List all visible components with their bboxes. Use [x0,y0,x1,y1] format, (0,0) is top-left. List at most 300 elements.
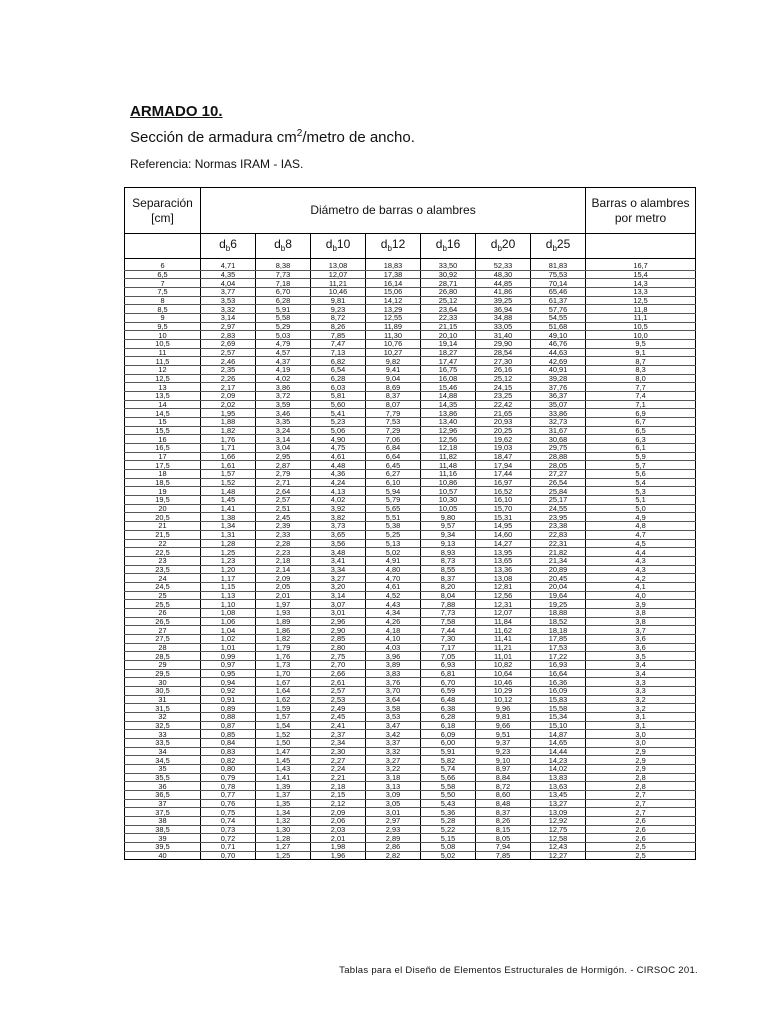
area-cell: 7,85 [311,331,366,340]
area-cell: 8,37 [366,392,421,401]
area-cell: 0,95 [201,669,256,678]
area-cell: 7,58 [421,617,476,626]
area-cell: 10,46 [476,678,531,687]
area-cell: 0,80 [201,764,256,773]
area-cell: 0,71 [201,843,256,852]
bars-per-meter-cell: 3,6 [586,634,696,643]
area-cell: 33,86 [531,409,586,418]
diameter-subscript: b [280,243,286,253]
area-cell: 5,91 [421,747,476,756]
table-row [125,617,696,626]
area-cell: 25,12 [476,374,531,383]
area-cell: 10,46 [311,288,366,297]
area-cell: 14,23 [531,756,586,765]
area-cell: 8,37 [421,574,476,583]
area-cell: 48,30 [476,270,531,279]
page-footer: Tablas para el Diseño de Elementos Estructurales de Hormigón. - CIRSOC 201. [339,965,698,976]
spacing-cell: 27 [125,626,201,635]
area-cell: 6,81 [421,669,476,678]
area-cell: 1,30 [256,825,311,834]
area-cell: 16,97 [476,478,531,487]
table-row [125,392,696,401]
header-blank-left [125,234,201,259]
bars-per-meter-cell: 4,3 [586,565,696,574]
diameter-header-row [125,234,696,259]
area-cell: 3,22 [366,764,421,773]
area-cell: 5,38 [366,522,421,531]
area-cell: 13,95 [476,548,531,557]
area-cell: 1,06 [201,617,256,626]
bars-per-meter-cell: 5,7 [586,461,696,470]
area-cell: 21,82 [531,548,586,557]
document-subtitle [130,128,415,146]
area-cell: 3,04 [256,444,311,453]
area-cell: 5,65 [366,504,421,513]
table-row [125,496,696,505]
bars-per-meter-cell: 6,3 [586,435,696,444]
area-cell: 1,25 [201,548,256,557]
area-cell: 8,73 [421,556,476,565]
table-row [125,409,696,418]
spacing-cell: 7,5 [125,288,201,297]
bars-per-meter-cell: 3,8 [586,617,696,626]
area-cell: 5,23 [311,418,366,427]
area-cell: 8,72 [476,782,531,791]
area-cell: 4,52 [366,591,421,600]
spacing-cell: 30,5 [125,686,201,695]
area-cell: 4,61 [366,582,421,591]
bars-per-meter-cell: 5,3 [586,487,696,496]
bars-per-meter-cell: 10,5 [586,322,696,331]
diameter-subscript: b [442,243,447,253]
area-cell: 5,58 [256,314,311,323]
bars-per-meter-cell: 3,0 [586,730,696,739]
area-cell: 11,84 [476,617,531,626]
area-cell: 0,75 [201,808,256,817]
area-cell: 6,70 [421,678,476,687]
area-cell: 36,37 [531,392,586,401]
area-cell: 1,73 [256,660,311,669]
area-cell: 2,26 [201,374,256,383]
area-cell: 5,66 [421,773,476,782]
spacing-cell: 21,5 [125,530,201,539]
area-cell: 0,77 [201,790,256,799]
header-blank-right [586,234,696,259]
bars-per-meter-cell: 3,2 [586,695,696,704]
area-cell: 13,40 [421,418,476,427]
bars-per-meter-cell: 3,6 [586,643,696,652]
area-cell: 17,85 [531,634,586,643]
area-cell: 6,28 [311,374,366,383]
area-cell: 3,96 [366,652,421,661]
spacing-cell: 34 [125,747,201,756]
area-cell: 12,43 [531,843,586,852]
spacing-cell: 22,5 [125,548,201,557]
table-row [125,279,696,288]
area-cell: 1,97 [256,600,311,609]
bars-per-meter-cell: 3,9 [586,600,696,609]
spacing-cell: 34,5 [125,756,201,765]
area-cell: 15,06 [366,288,421,297]
diameter-prefix: d [380,236,388,251]
area-cell: 8,04 [421,591,476,600]
area-cell: 1,34 [201,522,256,531]
table-row [125,478,696,487]
area-cell: 2,53 [311,695,366,704]
area-cell: 1,62 [256,695,311,704]
spacing-cell: 32,5 [125,721,201,730]
area-cell: 1,86 [256,626,311,635]
table-row [125,626,696,635]
area-cell: 54,55 [531,314,586,323]
area-cell: 33,50 [421,262,476,270]
area-cell: 81,83 [531,262,586,270]
area-cell: 18,47 [476,452,531,461]
area-cell: 28,05 [531,461,586,470]
area-cell: 21,34 [531,556,586,565]
area-cell: 0,84 [201,738,256,747]
area-cell: 5,82 [421,756,476,765]
area-cell: 5,25 [366,530,421,539]
spacing-cell: 33,5 [125,738,201,747]
table-row [125,704,696,713]
area-cell: 2,87 [256,461,311,470]
area-cell: 2,45 [311,712,366,721]
area-cell: 12,27 [531,851,586,860]
area-cell: 1,34 [256,808,311,817]
area-cell: 12,07 [476,608,531,617]
area-cell: 12,56 [476,591,531,600]
area-cell: 44,85 [476,279,531,288]
spacing-cell: 26,5 [125,617,201,626]
header-barras: Barras o alambres por metro [586,188,696,234]
area-cell: 13,29 [366,305,421,314]
area-cell: 7,88 [421,600,476,609]
spacing-cell: 23,5 [125,565,201,574]
area-cell: 12,31 [476,600,531,609]
area-cell: 2,34 [311,738,366,747]
area-cell: 2,83 [201,331,256,340]
diameter-header-6 [201,234,256,259]
area-cell: 5,74 [421,764,476,773]
bars-per-meter-cell: 4,7 [586,530,696,539]
spacing-cell: 17 [125,452,201,461]
bars-per-meter-cell: 2,8 [586,782,696,791]
area-cell: 52,33 [476,262,531,270]
area-cell: 3,20 [311,582,366,591]
diameter-header-16 [421,234,476,259]
area-cell: 2,97 [366,817,421,826]
bars-per-meter-cell: 4,2 [586,574,696,583]
area-cell: 4,37 [256,357,311,366]
reinforcement-table [124,187,696,860]
area-cell: 17,22 [531,652,586,661]
area-cell: 6,64 [366,452,421,461]
area-cell: 4,91 [366,556,421,565]
area-cell: 1,15 [201,582,256,591]
spacing-cell: 25 [125,591,201,600]
area-cell: 4,75 [311,444,366,453]
diameter-subscript: b [552,243,557,253]
area-cell: 1,57 [201,470,256,479]
area-cell: 1,88 [201,418,256,427]
table-row [125,608,696,617]
area-cell: 5,29 [256,322,311,331]
spacing-cell: 13,5 [125,392,201,401]
area-cell: 7,44 [421,626,476,635]
spacing-cell: 26 [125,608,201,617]
area-cell: 1,96 [311,851,366,860]
spacing-cell: 18,5 [125,478,201,487]
diameter-prefix: d [490,236,498,251]
document-title: ARMADO 10. [130,103,223,120]
bars-per-meter-cell: 4,5 [586,539,696,548]
area-cell: 25,17 [531,496,586,505]
area-cell: 12,07 [311,270,366,279]
area-cell: 3,35 [256,418,311,427]
table-row [125,843,696,852]
area-cell: 1,76 [256,652,311,661]
area-cell: 2,45 [256,513,311,522]
area-cell: 0,91 [201,695,256,704]
area-cell: 11,62 [476,626,531,635]
reference-line: Referencia: Normas IRAM - IAS. [130,157,304,171]
area-cell: 2,37 [311,730,366,739]
area-cell: 8,84 [476,773,531,782]
bars-per-meter-cell: 7,4 [586,392,696,401]
area-cell: 6,48 [421,695,476,704]
bars-per-meter-cell: 3,1 [586,712,696,721]
area-cell: 2,09 [256,574,311,583]
area-cell: 2,12 [311,799,366,808]
bars-per-meter-cell: 16,7 [586,262,696,270]
area-cell: 11,41 [476,634,531,643]
bars-per-meter-cell: 11,1 [586,314,696,323]
spacing-cell: 19 [125,487,201,496]
area-cell: 3,13 [366,782,421,791]
spacing-cell: 7 [125,279,201,288]
area-cell: 2,18 [311,782,366,791]
area-cell: 42,69 [531,357,586,366]
area-cell: 31,40 [476,331,531,340]
bars-per-meter-cell: 11,8 [586,305,696,314]
area-cell: 17,53 [531,643,586,652]
spacing-cell: 27,5 [125,634,201,643]
area-cell: 2,70 [311,660,366,669]
area-cell: 1,45 [201,496,256,505]
area-cell: 2,79 [256,470,311,479]
area-cell: 1,98 [311,843,366,852]
table-row [125,669,696,678]
area-cell: 1,02 [201,634,256,643]
area-cell: 6,45 [366,461,421,470]
area-cell: 2,23 [256,548,311,557]
bars-per-meter-cell: 5,0 [586,504,696,513]
area-cell: 3,86 [256,383,311,392]
area-cell: 2,02 [201,400,256,409]
area-cell: 9,34 [421,530,476,539]
area-cell: 10,76 [366,340,421,349]
area-cell: 13,63 [531,782,586,791]
area-cell: 9,51 [476,730,531,739]
area-cell: 3,53 [201,296,256,305]
area-cell: 10,82 [476,660,531,669]
area-cell: 14,95 [476,522,531,531]
table-row [125,461,696,470]
bars-per-meter-cell: 2,9 [586,756,696,765]
area-cell: 9,41 [366,366,421,375]
spacing-cell: 33 [125,730,201,739]
area-cell: 70,14 [531,279,586,288]
area-cell: 8,69 [366,383,421,392]
area-cell: 6,84 [366,444,421,453]
area-cell: 24,55 [531,504,586,513]
area-cell: 10,27 [366,348,421,357]
area-cell: 2,03 [311,825,366,834]
area-cell: 22,31 [531,539,586,548]
area-cell: 6,28 [256,296,311,305]
area-cell: 29,90 [476,340,531,349]
area-cell: 3,58 [366,704,421,713]
spacing-cell: 20,5 [125,513,201,522]
diameter-prefix: d [325,236,333,251]
spacing-cell: 37 [125,799,201,808]
area-cell: 61,37 [531,296,586,305]
table-row [125,660,696,669]
area-cell: 5,15 [421,834,476,843]
area-cell: 4,43 [366,600,421,609]
bars-per-meter-cell: 3,1 [586,721,696,730]
area-cell: 10,05 [421,504,476,513]
spacing-cell: 10,5 [125,340,201,349]
area-cell: 18,83 [366,262,421,270]
area-cell: 6,70 [256,288,311,297]
area-cell: 16,14 [366,279,421,288]
spacing-cell: 8 [125,296,201,305]
area-cell: 13,83 [531,773,586,782]
area-cell: 5,03 [256,331,311,340]
area-cell: 10,30 [421,496,476,505]
area-cell: 1,27 [256,843,311,852]
table-row [125,383,696,392]
area-cell: 3,14 [201,314,256,323]
area-cell: 36,94 [476,305,531,314]
area-cell: 20,89 [531,565,586,574]
area-cell: 19,62 [476,435,531,444]
table-row [125,513,696,522]
area-cell: 3,05 [366,799,421,808]
area-cell: 9,82 [366,357,421,366]
area-cell: 26,80 [421,288,476,297]
diameter-subscript: b [225,243,231,253]
table-row [125,574,696,583]
area-cell: 1,38 [201,513,256,522]
area-cell: 6,10 [366,478,421,487]
area-cell: 13,09 [531,808,586,817]
area-cell: 3,73 [311,522,366,531]
area-cell: 7,94 [476,843,531,852]
diameter-prefix: d [274,236,281,251]
bars-per-meter-cell: 6,9 [586,409,696,418]
bars-per-meter-cell: 7,1 [586,400,696,409]
area-cell: 1,45 [256,756,311,765]
spacing-cell: 18 [125,470,201,479]
bars-per-meter-cell: 6,1 [586,444,696,453]
area-cell: 23,95 [531,513,586,522]
area-cell: 28,54 [476,348,531,357]
area-cell: 57,76 [531,305,586,314]
area-cell: 2,61 [311,678,366,687]
area-cell: 1,57 [256,712,311,721]
area-cell: 8,38 [256,262,311,270]
table-row [125,322,696,331]
area-cell: 5,08 [421,843,476,852]
spacing-cell: 39,5 [125,843,201,852]
area-cell: 8,48 [476,799,531,808]
bars-per-meter-cell: 14,3 [586,279,696,288]
area-cell: 16,10 [476,496,531,505]
area-cell: 44,63 [531,348,586,357]
area-cell: 1,59 [256,704,311,713]
area-cell: 16,08 [421,374,476,383]
area-cell: 7,53 [366,418,421,427]
bars-per-meter-cell: 3,4 [586,660,696,669]
area-cell: 3,65 [311,530,366,539]
area-cell: 8,72 [311,314,366,323]
area-cell: 2,01 [311,834,366,843]
table-row [125,738,696,747]
area-cell: 2,57 [256,496,311,505]
area-cell: 3,89 [366,660,421,669]
spacing-cell: 21 [125,522,201,531]
table-row [125,530,696,539]
bars-per-meter-cell: 7,7 [586,383,696,392]
spacing-cell: 32 [125,712,201,721]
area-cell: 7,30 [421,634,476,643]
diameter-subscript: b [497,243,502,253]
table-row [125,773,696,782]
spacing-cell: 16,5 [125,444,201,453]
area-cell: 0,85 [201,730,256,739]
area-cell: 4,04 [201,279,256,288]
header-diametro: Diámetro de barras o alambres [201,188,586,234]
area-cell: 8,26 [311,322,366,331]
bars-per-meter-cell: 8,0 [586,374,696,383]
area-cell: 4,02 [311,496,366,505]
area-cell: 4,02 [256,374,311,383]
area-cell: 6,00 [421,738,476,747]
area-cell: 13,65 [476,556,531,565]
area-cell: 5,94 [366,487,421,496]
spacing-cell: 14,5 [125,409,201,418]
area-cell: 8,55 [421,565,476,574]
bars-per-meter-cell: 3,4 [586,669,696,678]
area-cell: 14,65 [531,738,586,747]
spacing-cell: 20 [125,504,201,513]
area-cell: 3,42 [366,730,421,739]
area-cell: 3,53 [366,712,421,721]
area-cell: 5,22 [421,825,476,834]
bars-per-meter-cell: 4,1 [586,582,696,591]
table-row [125,296,696,305]
table-row [125,582,696,591]
area-cell: 20,10 [421,331,476,340]
area-cell: 4,26 [366,617,421,626]
table-row [125,565,696,574]
table-row [125,418,696,427]
diameter-header-12 [366,234,421,259]
area-cell: 19,64 [531,591,586,600]
